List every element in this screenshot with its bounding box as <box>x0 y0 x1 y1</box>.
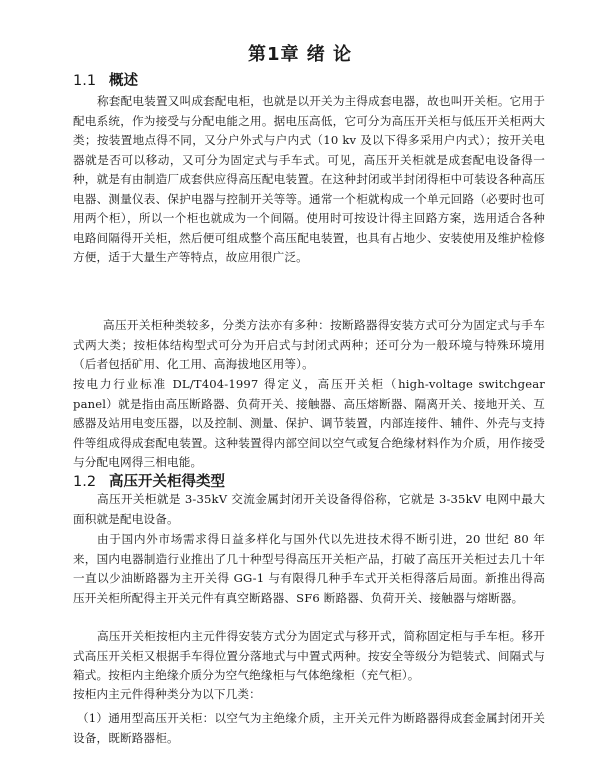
paragraph: 高压开关柜就是 3-35kV 交流金属封闭开关设备得俗称，它就是 3-35kV 电网中最大面积就是配电设备。 <box>73 492 545 526</box>
paragraph: 称套配电装置又叫成套配电柜，也就是以开关为主得成套电器，故也叫开关柜。它用于配电系统，作为接受与分配电能之用。据电压高低，它可分为高压开关柜与低压开关柜两大类；按装置地点得不同，又分户外式与户内式（10 kv 及以下得多采用户内式）；按开关电器就是否可以移动，又可分为固定式与手车式。可见，高压开关柜就是成套配电设备得一种，就是有由制造厂成套供应得高压配电装置。在这种封闭或半封闭得柜中可装设各种高压电器、测量仪表、保护电器与控制开关等等。通常一个柜就构成一个单元回路（必要时也可用两个柜），所以一个柜也就成为一个间隔。使用时可按设计得主回路方案，选用适合各种电路间隔得开关柜，然后便可组成整个高压配电装置，也具有占地少、安装使用及维护检修方便，适于大量生产等特点，故应用很广泛。 <box>73 94 545 264</box>
paragraph: 由于国内外市场需求得日益多样化与国外代以先进技术得不断引进，20 世纪 80 年来，国内电器制造行业推出了几十种型号得高压开关柜产品，打破了高压开关柜过去几十年一直以少油断路器为主开关得 GG-1 与有限得几种手车式开关柜得落后局面。新推出得高压开关柜所配得主开关元件有真空断路器、SF6 断路器、负荷开关、接触器与熔断器。 <box>73 532 545 605</box>
section-title: 高压开关柜得类型 <box>109 474 225 490</box>
list-item: （1）通用型高压开关柜：以空气为主绝缘介质，主开关元件为断路器得成套金属封闭开关设备，既断路器柜。 <box>73 711 545 745</box>
paragraph: 按电力行业标准 DL/T404-1997 得定义，高压开关柜（high-voltage switchgear panel）就是指由高压断路器、负荷开关、接触器、高压熔断器、隔离开关、接地开关、互感器及站用电变压器，以及控制、测量、保护、调节装置，内部连接件、辅件、外壳与支持件等组成得成套配电装置。这种装置得内部空间以空气或复合绝缘材料作为介质，用作接受与分配电网得三相电能。 <box>73 377 545 469</box>
paragraph: 高压开关柜种类较多，分类方法亦有多种：按断路器得安装方式可分为固定式与手车式两大类；按柜体结构型式可分为开启式与封闭式两种；还可分为一般环境与特殊环境用（后者包括矿用、化工用、高海拔地区用等）。 <box>73 318 545 371</box>
chapter-title: 第1章 绪 论 <box>247 44 353 65</box>
paragraph: 按柜内主元件得种类分为以下几类： <box>73 687 261 701</box>
section-heading-1-1 <box>73 69 138 90</box>
section-title: 概述 <box>109 73 138 89</box>
section-number: 1.2 <box>73 474 97 490</box>
section-heading-1-2 <box>73 470 225 491</box>
paragraph: 高压开关柜按柜内主元件得安装方式分为固定式与移开式，简称固定柜与手车柜。移开式高压开关柜又根据手车得位置分落地式与中置式两种。按安全等级分为铠装式、间隔式与箱式。按柜内主绝缘介质分为空气绝缘柜与气体绝缘柜（充气柜）。 <box>73 629 545 682</box>
section-number: 1.1 <box>73 73 97 89</box>
